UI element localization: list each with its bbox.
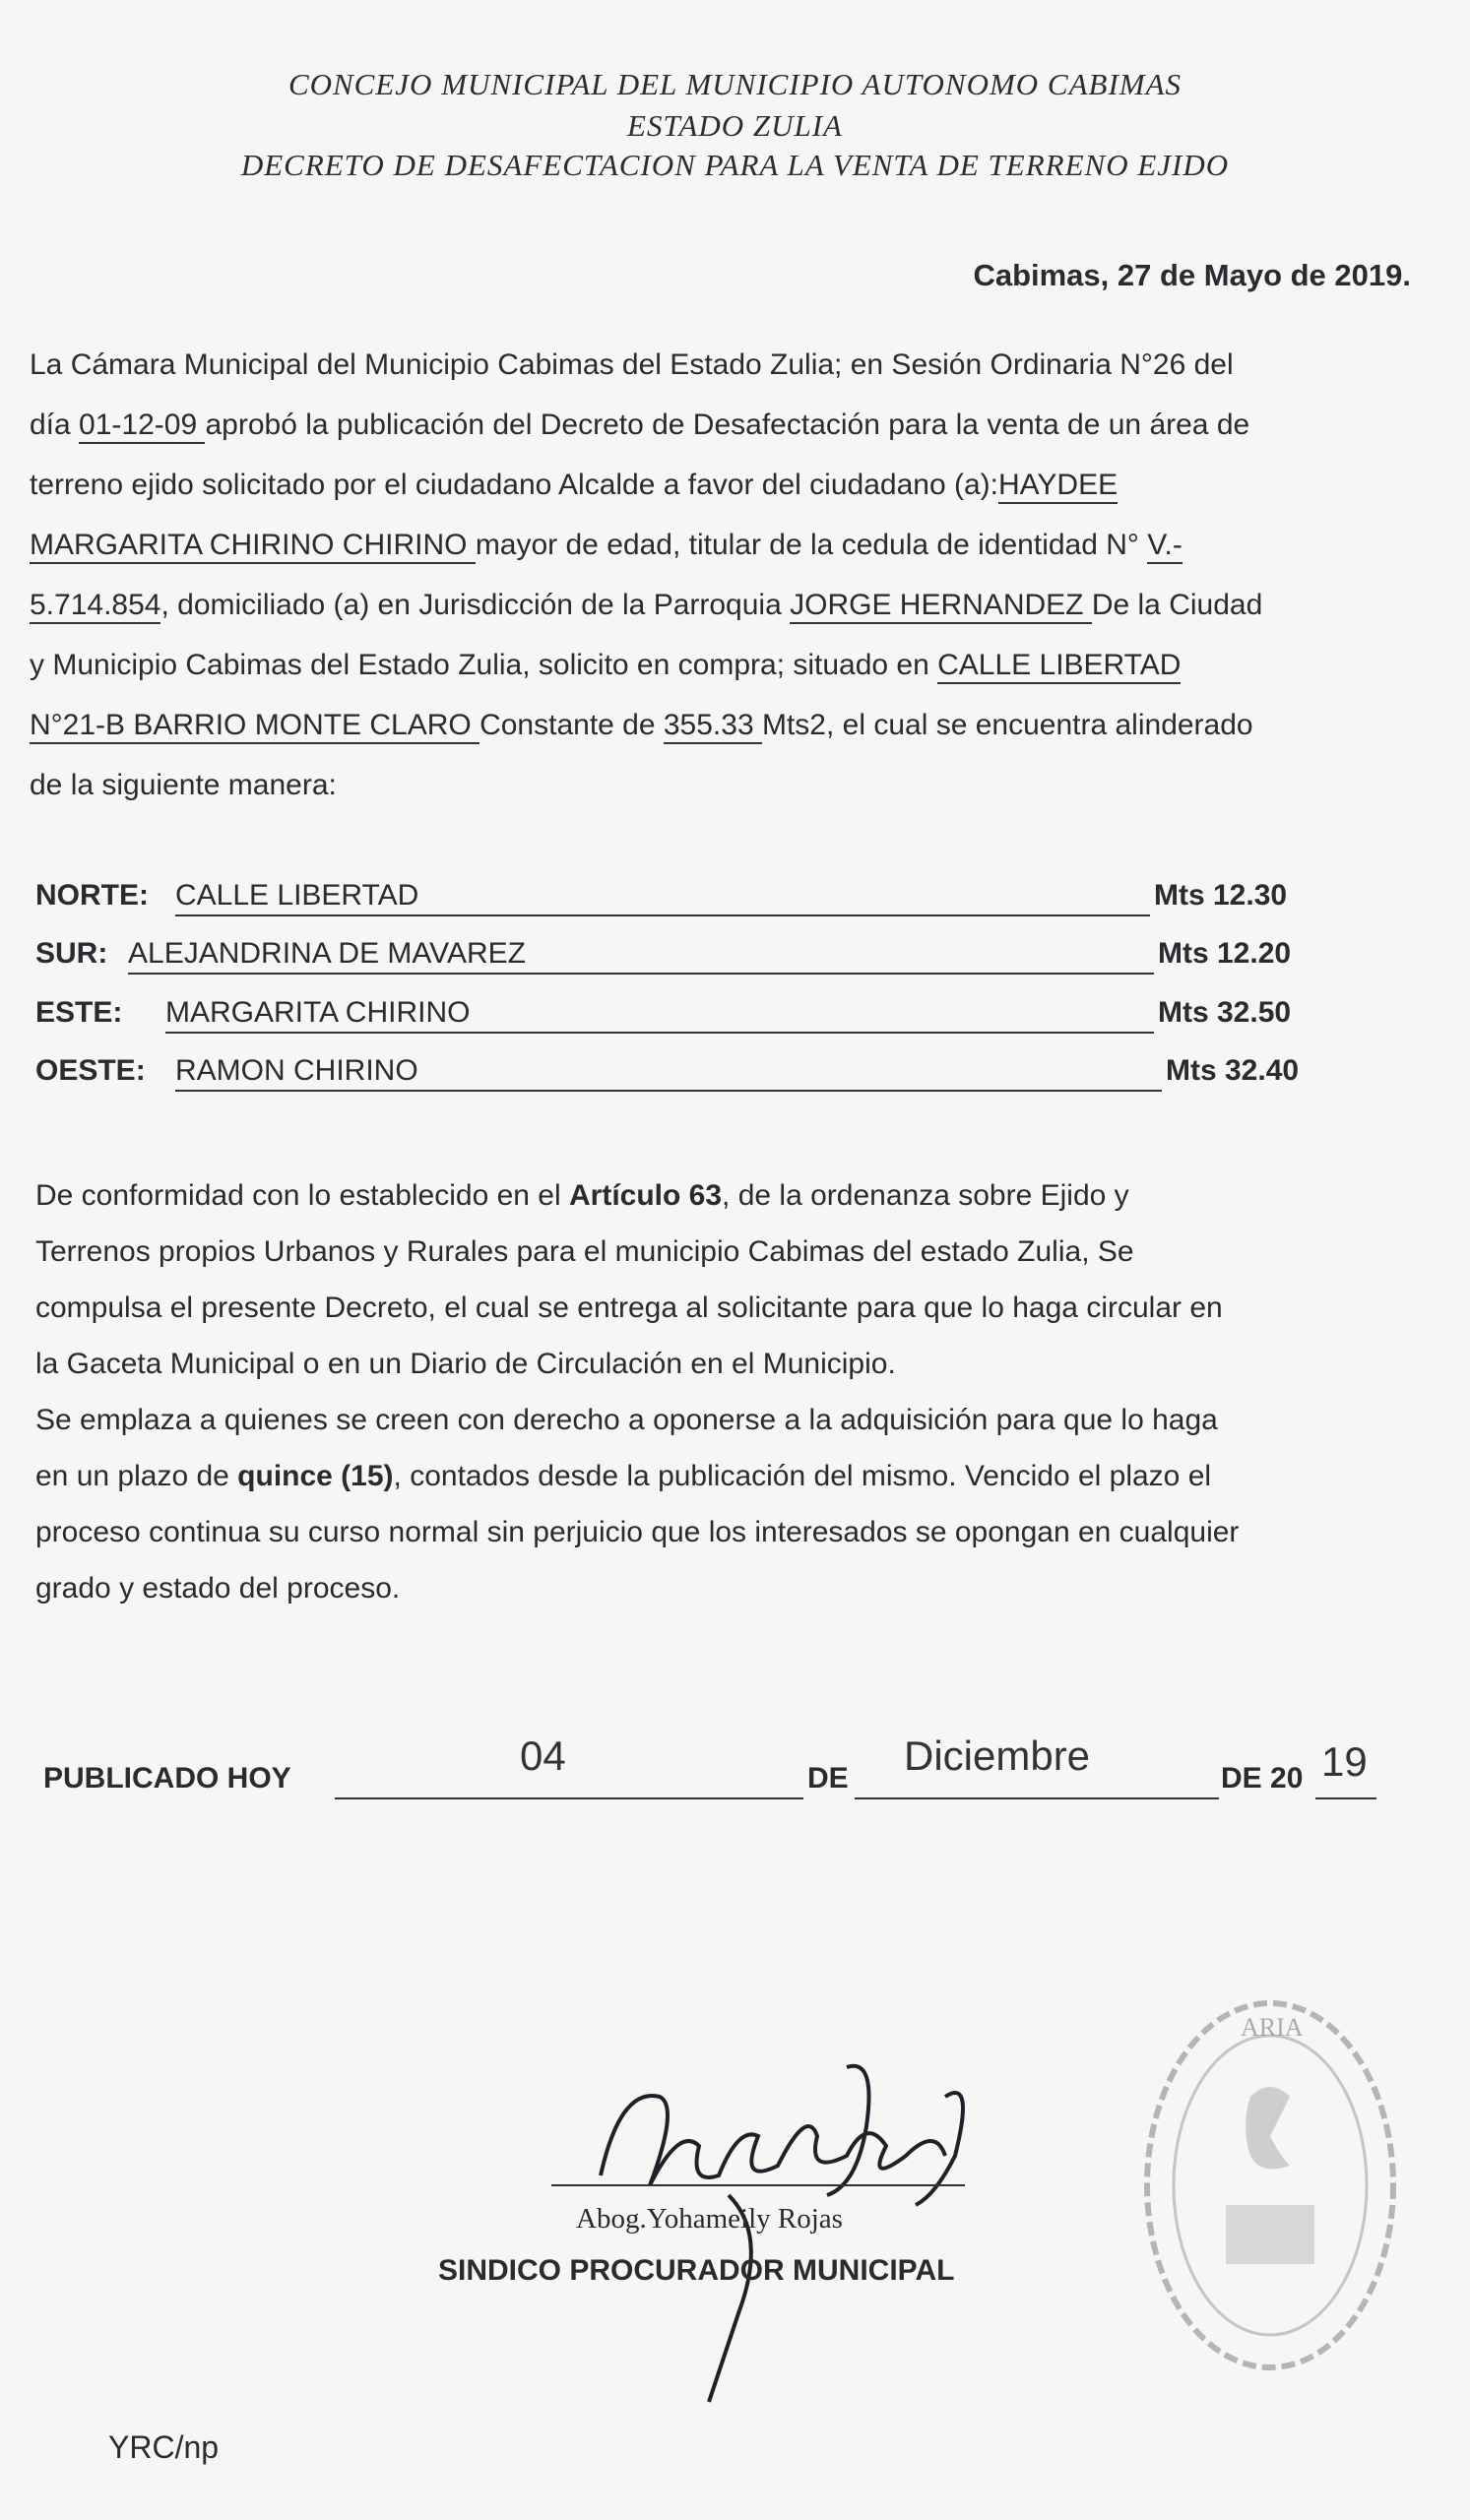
day-underline: [335, 1797, 803, 1799]
article-ref: Artículo 63: [569, 1179, 723, 1212]
boundary-label: SUR:: [35, 937, 108, 970]
header-line-1: CONCEJO MUNICIPAL DEL MUNICIPIO AUTONOMO CABIMAS: [288, 67, 1182, 101]
published-year-suffix: 19: [1321, 1738, 1368, 1785]
year-underline: [1315, 1797, 1376, 1799]
text: Mts2, el cual se encuentra alinderado: [761, 709, 1253, 741]
underline: [165, 1032, 1154, 1034]
intro-line: [30, 515, 1457, 575]
header-line-3: DECRETO DE DESAFECTACION PARA LA VENTA DE TERRENO EJIDO: [240, 148, 1230, 182]
boundary-label: OESTE:: [35, 1054, 146, 1087]
land-area: 355.33: [664, 709, 762, 744]
intro-line: [30, 695, 1457, 755]
body-line: proceso continua su curso normal sin perjuicio que los interesados se opongan en cualquier: [35, 1516, 1240, 1548]
intro-line: [30, 395, 1457, 455]
published-day: 04: [520, 1732, 566, 1779]
body-paragraph: [35, 1167, 1424, 1616]
intro-line: La Cámara Municipal del Municipio Cabimas del Estado Zulia; en Sesión Ordinaria N°26 del: [30, 348, 1234, 381]
year-label: DE 20: [1221, 1762, 1304, 1795]
intro-line: [30, 455, 1457, 515]
text: , domiciliado (a) en Jurisdicción de la Parroquia: [160, 589, 791, 621]
body-line: Se emplaza a quienes se creen con derecho a oponerse a la adquisición para que lo haga: [35, 1404, 1218, 1436]
boundary-value: ALEJANDRINA DE MAVAREZ: [128, 937, 526, 970]
underline: [175, 914, 1150, 916]
underline: [175, 1090, 1162, 1092]
text: , de la ordenanza sobre Ejido y: [722, 1179, 1129, 1212]
boundary-measure: Mts 12.20: [1158, 937, 1292, 970]
signatory-name: Abog.Yohameily Rojas: [576, 2203, 843, 2235]
id-prefix: V.-: [1147, 529, 1182, 564]
body-line: Terrenos propios Urbanos y Rurales para el municipio Cabimas del estado Zulia, Se: [35, 1235, 1134, 1268]
address-part2: N°21-B BARRIO MONTE CLARO: [30, 709, 479, 744]
beneficiary-name-part1: HAYDEE: [998, 469, 1118, 504]
id-number: 5.714.854: [30, 589, 160, 624]
body-line: la Gaceta Municipal o en un Diario de Circulación en el Municipio.: [35, 1348, 896, 1380]
header-line-2: ESTADO ZULIA: [627, 108, 843, 143]
address-part1: CALLE LIBERTAD: [937, 649, 1181, 684]
intro-line: de la siguiente manera:: [30, 769, 337, 801]
body-line: grado y estado del proceso.: [35, 1572, 401, 1605]
published-label: PUBLICADO HOY: [43, 1762, 291, 1795]
intro-paragraph: [30, 335, 1457, 815]
text: Constante de: [479, 709, 664, 741]
municipal-seal: [1132, 1988, 1408, 2382]
text: y Municipio Cabimas del Estado Zulia, solicito en compra; situado en: [30, 649, 938, 681]
intro-line: [30, 575, 1457, 635]
parish-name: JORGE HERNANDEZ: [790, 589, 1092, 624]
signatory-title: SINDICO PROCURADOR MUNICIPAL: [438, 2254, 955, 2287]
boundary-label: ESTE:: [35, 996, 123, 1029]
body-line: [35, 1448, 1424, 1504]
text: De la Ciudad: [1091, 589, 1263, 621]
de-label: DE: [807, 1762, 849, 1795]
boundary-measure: Mts 12.30: [1154, 879, 1288, 912]
boundary-measure: Mts 32.50: [1158, 996, 1292, 1029]
text: terreno ejido solicitado por el ciudadano Alcalde a favor del ciudadano (a):: [30, 469, 998, 501]
published-month: Diciembre: [904, 1732, 1091, 1779]
boundary-value: RAMON CHIRINO: [175, 1054, 418, 1087]
beneficiary-name-part2: MARGARITA CHIRINO CHIRINO: [30, 529, 476, 564]
body-line: [35, 1167, 1424, 1224]
underline: [128, 973, 1154, 975]
text: , contados desde la publicación del mismo. Vencido el plazo el: [393, 1460, 1212, 1492]
boundary-measure: Mts 32.40: [1166, 1054, 1300, 1087]
month-underline: [855, 1797, 1219, 1799]
seal-text: ARIA: [1241, 2013, 1304, 2042]
text: aprobó la publicación del Decreto de Desafectación para la venta de un área de: [205, 409, 1250, 441]
body-line: compulsa el presente Decreto, el cual se entrega al solicitante para que lo haga circular en: [35, 1292, 1223, 1324]
intro-line: [30, 635, 1457, 695]
boundary-value: MARGARITA CHIRINO: [165, 996, 471, 1029]
document-date: Cabimas, 27 de Mayo de 2019.: [973, 258, 1411, 292]
boundary-label: NORTE:: [35, 879, 149, 912]
reference-initials: YRC/np: [108, 2429, 220, 2465]
term-days: quince (15): [237, 1460, 394, 1492]
text: De conformidad con lo establecido en el: [35, 1179, 569, 1212]
session-date: 01-12-09: [79, 409, 205, 444]
text: día: [30, 409, 80, 441]
text: en un plazo de: [35, 1460, 238, 1492]
boundary-value: CALLE LIBERTAD: [175, 879, 419, 912]
text: mayor de edad, titular de la cedula de identidad N°: [475, 529, 1148, 561]
